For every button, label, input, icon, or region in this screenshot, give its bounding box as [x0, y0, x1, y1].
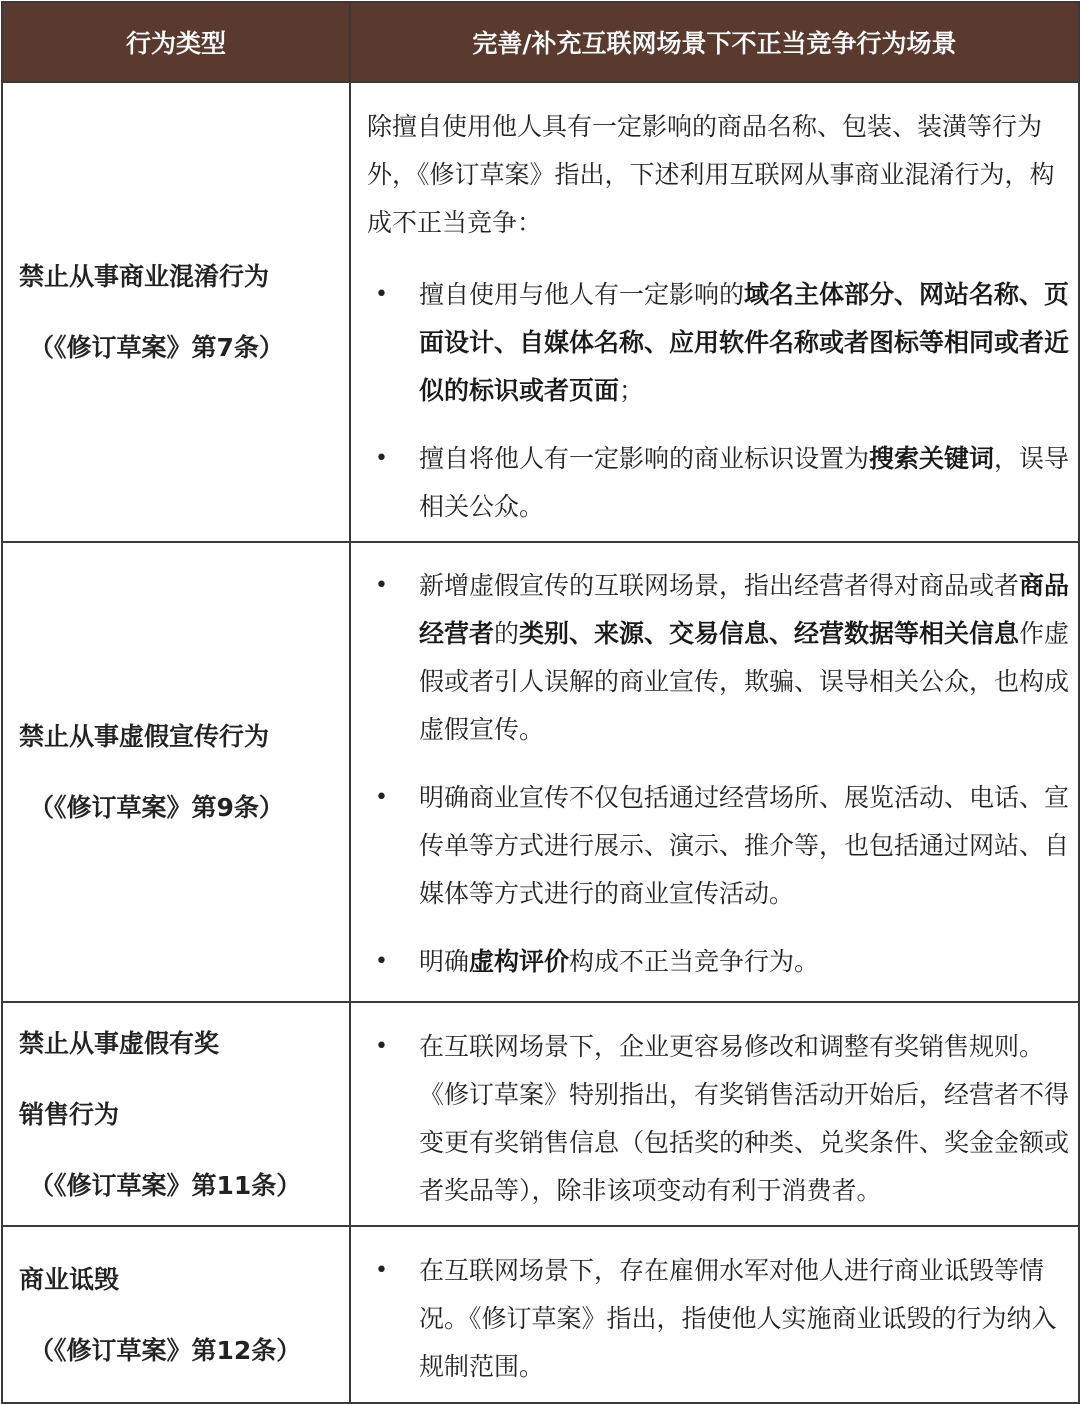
- table-row: [2, 82, 1079, 542]
- scenario-cell: [350, 82, 1079, 542]
- list-item: [367, 774, 1070, 918]
- behavior-type-cell: [2, 542, 350, 1002]
- bullet-icon: •: [375, 573, 388, 598]
- item-text: 的: [494, 619, 520, 648]
- behavior-type-label: 商业诋毁: [19, 1264, 120, 1294]
- article-reference: （《修订草案》第9条）: [29, 793, 284, 822]
- emphasis-text: 搜索关键词: [869, 444, 995, 473]
- list-item: [367, 562, 1070, 754]
- item-text: 擅自使用与他人有一定影响的: [419, 280, 745, 309]
- behavior-type-label: 禁止从事虚假有奖: [19, 1028, 220, 1058]
- behavior-type-label: 销售行为: [19, 1099, 120, 1129]
- item-text: 在互联网场景下，存在雇佣水军对他人进行商业诋毁等情况。《修订草案》指出，指使他人实施商业诋毁的行为纳入规制范围。: [419, 1256, 1057, 1381]
- item-text: 在互联网场景下，企业更容易修改和调整有奖销售规则。《修订草案》特别指出，有奖销售活动开始后，经营者不得变更有奖销售信息（包括奖的种类、兑奖条件、奖金金额或者奖品等），除非该项变动有利于消费者。: [419, 1032, 1070, 1205]
- intro-text: 除擅自使用他人具有一定影响的商品名称、包装、装潢等行为外，《修订草案》指出，下述利用互联网从事商业混淆行为，构成不正当竞争：: [367, 112, 1055, 237]
- table-row: [2, 542, 1079, 1002]
- header-row: [2, 2, 1079, 82]
- bullet-icon: •: [375, 446, 388, 471]
- emphasis-text: 虚构评价: [469, 947, 570, 976]
- behavior-type-cell: [2, 1226, 350, 1403]
- bullet-icon: •: [375, 1034, 388, 1059]
- header-scenario: 完善/补充互联网场景下不正当竞争行为场景: [350, 2, 1079, 82]
- list-item: [367, 1247, 1070, 1391]
- bullet-icon: •: [375, 1258, 388, 1283]
- scenario-cell: [350, 1002, 1079, 1226]
- header-behavior-type: 行为类型: [2, 2, 350, 82]
- behavior-type-label: 禁止从事商业混淆行为: [19, 262, 270, 291]
- behavior-type-cell: [2, 1002, 350, 1226]
- list-item: [367, 1023, 1070, 1215]
- bullet-icon: •: [375, 949, 388, 974]
- article-reference: （《修订草案》第12条）: [29, 1335, 302, 1365]
- law-comparison-table: [1, 1, 1080, 1404]
- item-text: 构成不正当竞争行为。: [569, 947, 820, 976]
- table-row: [2, 1226, 1079, 1403]
- scenario-cell: [350, 1226, 1079, 1403]
- list-item: [367, 435, 1070, 531]
- emphasis-text: 域名主体部分、网站名称、页面设计、自媒体名称、应用软件名称或者图标等相同或者近似的标识或者页面: [419, 280, 1070, 405]
- item-text: 明确商业宣传不仅包括通过经营场所、展览活动、电话、宣传单等方式进行展示、演示、推介等，也包括通过网站、自媒体等方式进行的商业宣传活动。: [419, 783, 1070, 908]
- item-text: ；: [619, 376, 645, 405]
- bullet-icon: •: [375, 785, 388, 810]
- bullet-icon: •: [375, 282, 388, 307]
- table-row: [2, 1002, 1079, 1226]
- emphasis-text: 类别、来源、交易信息、经营数据等相关信息: [519, 619, 1020, 648]
- item-text: 作虚假或者引人误解的商业宣传，欺骗、误导相关公众，也构成虚假宣传。: [419, 619, 1070, 744]
- emphasis-text: 商品经营者: [419, 571, 1070, 648]
- scenario-cell: [350, 542, 1079, 1002]
- behavior-type-cell: [2, 82, 350, 542]
- item-text: 明确: [419, 947, 470, 976]
- article-reference: （《修订草案》第11条）: [29, 1170, 302, 1200]
- item-text: 新增虚假宣传的互联网场景，指出经营者得对商品或者: [419, 571, 1020, 600]
- item-text: 擅自将他人有一定影响的商业标识设置为: [419, 444, 870, 473]
- item-text: ，误导相关公众。: [419, 444, 1070, 521]
- article-reference: （《修订草案》第7条）: [29, 333, 284, 362]
- list-item: [367, 271, 1070, 415]
- behavior-type-label: 禁止从事虚假宣传行为: [19, 722, 270, 751]
- list-item: [367, 938, 1070, 986]
